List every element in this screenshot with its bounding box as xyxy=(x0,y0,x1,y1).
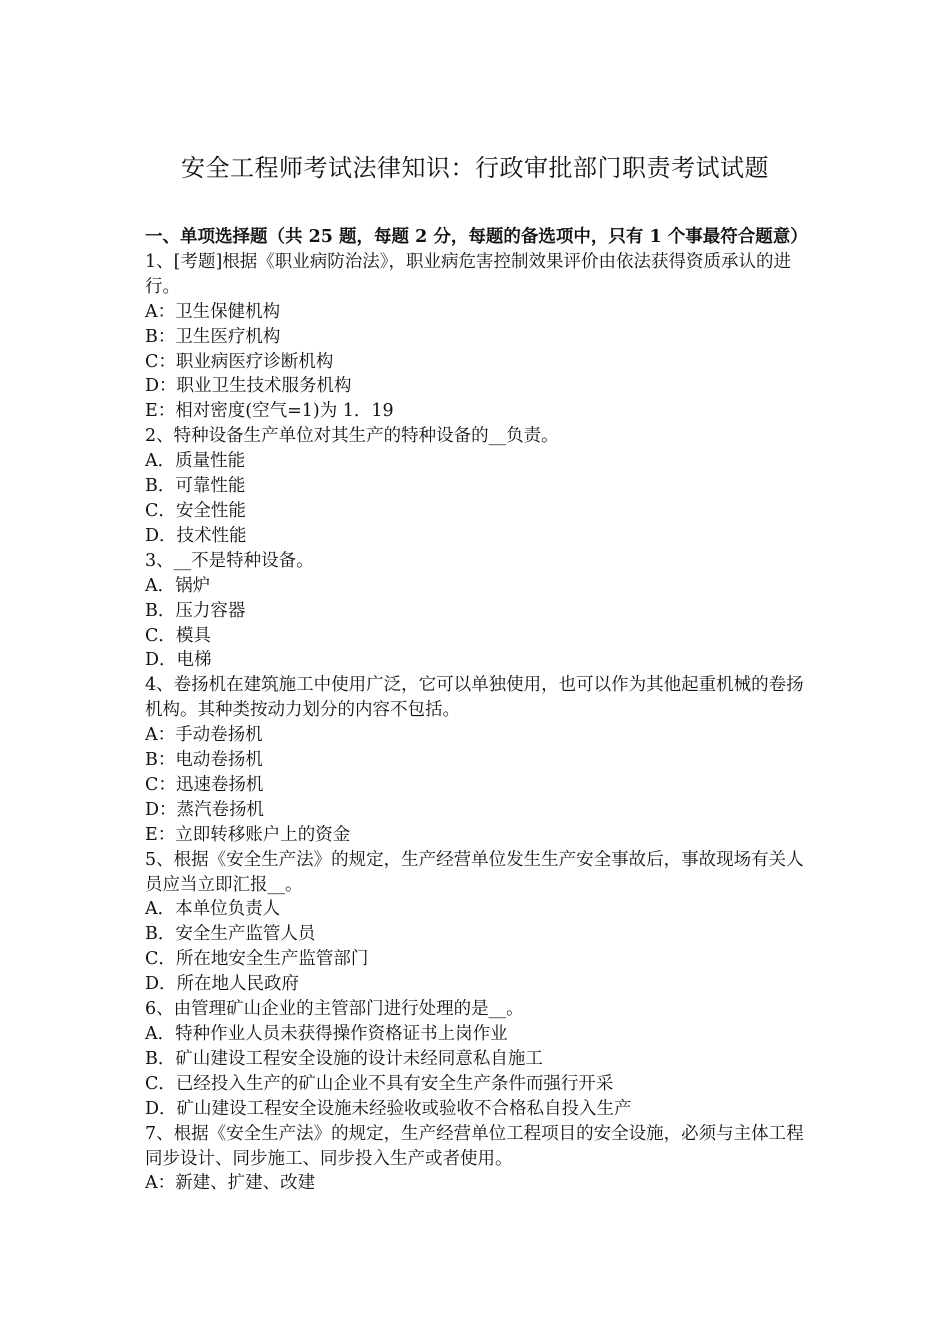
option-d: D．电梯 xyxy=(145,650,212,671)
question-7 xyxy=(145,1122,810,1197)
option-c: C．所在地安全生产监管部门 xyxy=(145,949,369,970)
option-d: D．技术性能 xyxy=(145,525,247,546)
document-title: 安全工程师考试法律知识：行政审批部门职责考试试题 xyxy=(181,154,769,182)
question-stem: 2、特种设备生产单位对其生产的特种设备的__负责。 xyxy=(145,426,559,447)
question-1 xyxy=(145,250,810,424)
question-3 xyxy=(145,549,810,674)
question-stem: 1、[考题]根据《职业病防治法》，职业病危害控制效果评价由依法获得资质承认的进行。 xyxy=(145,251,792,297)
option-a: A．本单位负责人 xyxy=(145,899,281,920)
option-b: B．可靠性能 xyxy=(145,476,246,497)
option-c: C：职业病医疗诊断机构 xyxy=(145,351,334,372)
option-c: C：迅速卷扬机 xyxy=(145,774,264,795)
option-b: B．压力容器 xyxy=(145,600,246,621)
option-c: C．模具 xyxy=(145,625,211,646)
option-a: A：卫生保健机构 xyxy=(145,301,281,322)
question-4 xyxy=(145,673,810,847)
option-b: B：电动卷扬机 xyxy=(145,750,263,771)
question-stem: 4、卷扬机在建筑施工中使用广泛，它可以单独使用，也可以作为其他起重机械的卷扬机构。其种类按动力划分的内容不包括。 xyxy=(145,675,804,721)
question-stem: 6、由管理矿山企业的主管部门进行处理的是__。 xyxy=(145,999,524,1020)
option-d: D：职业卫生技术服务机构 xyxy=(145,376,352,397)
option-d: D．所在地人民政府 xyxy=(145,974,300,995)
option-b: B．安全生产监管人员 xyxy=(145,924,316,945)
option-a: A．锅炉 xyxy=(145,575,211,596)
option-c: C．已经投入生产的矿山企业不具有安全生产条件而强行开采 xyxy=(145,1073,614,1094)
document-body xyxy=(145,225,810,1196)
section-heading: 一、单项选择题（共 25 题，每题 2 分，每题的备选项中，只有 1 个事最符合题意） xyxy=(145,227,808,247)
question-2 xyxy=(145,424,810,549)
option-a: A．质量性能 xyxy=(145,451,246,472)
option-d: D．矿山建设工程安全设施未经验收或验收不合格私自投入生产 xyxy=(145,1098,632,1119)
question-5 xyxy=(145,848,810,997)
question-stem: 5、根据《安全生产法》的规定，生产经营单位发生生产安全事故后，事故现场有关人员应当立即汇报__。 xyxy=(145,849,804,895)
option-a: A：手动卷扬机 xyxy=(145,725,263,746)
option-a: A．特种作业人员未获得操作资格证书上岗作业 xyxy=(145,1024,508,1044)
question-stem: 3、__不是特种设备。 xyxy=(145,550,314,571)
option-d: D：蒸汽卷扬机 xyxy=(145,799,265,820)
option-b: B：卫生医疗机构 xyxy=(145,326,281,347)
option-e: E：相对密度(空气=1)为 1．19 xyxy=(145,401,394,422)
option-b: B．矿山建设工程安全设施的设计未经同意私自施工 xyxy=(145,1048,543,1069)
option-e: E：立即转移账户上的资金 xyxy=(145,824,351,845)
option-a: A：新建、扩建、改建 xyxy=(145,1173,316,1194)
option-c: C．安全性能 xyxy=(145,500,246,521)
question-stem: 7、根据《安全生产法》的规定，生产经营单位工程项目的安全设施，必须与主体工程同步设计、同步施工、同步投入生产或者使用。 xyxy=(145,1123,804,1169)
question-6 xyxy=(145,997,810,1122)
